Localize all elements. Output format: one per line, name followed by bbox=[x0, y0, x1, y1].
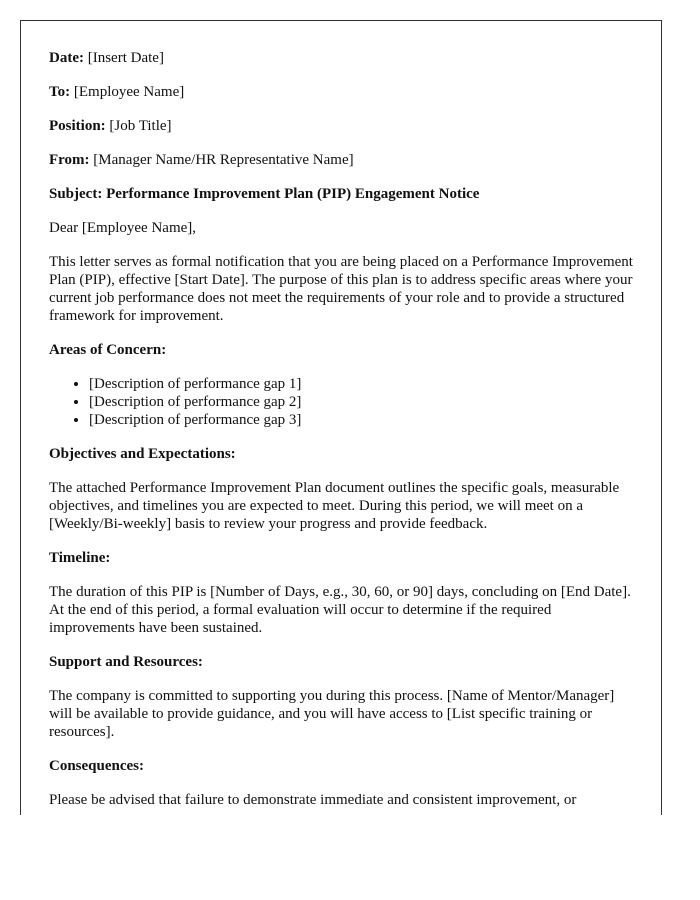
support-heading-text: Support and Resources: bbox=[49, 654, 203, 670]
objectives-heading bbox=[49, 445, 633, 463]
to-label: To: bbox=[49, 84, 71, 100]
concerns-heading bbox=[49, 341, 633, 359]
position-value: [Job Title] bbox=[109, 118, 172, 134]
list-item: • [Description of performance gap 2] bbox=[89, 393, 633, 411]
timeline-heading bbox=[49, 549, 633, 567]
intro-paragraph: This letter serves as formal notification that you are being placed on a Performance Improvement Plan (PIP), effective [Start Date]. The purpose of this plan is to address specific areas where your current job performance does not meet the requirements of your role and to provide a structured framework for improvement. bbox=[49, 254, 633, 324]
from-value: [Manager Name/HR Representative Name] bbox=[93, 152, 354, 168]
subject-text: Subject: Performance Improvement Plan (PIP) Engagement Notice bbox=[49, 186, 480, 202]
from-label: From: bbox=[49, 152, 90, 168]
position-line bbox=[49, 117, 633, 135]
salutation: Dear [Employee Name], bbox=[49, 220, 197, 236]
subject-line bbox=[49, 185, 633, 203]
list-item: • [Description of performance gap 1] bbox=[89, 375, 633, 393]
concerns-list bbox=[49, 375, 633, 429]
position-label: Position: bbox=[49, 118, 106, 134]
consequences-heading-text: Consequences: bbox=[49, 758, 145, 774]
to-line bbox=[49, 83, 633, 101]
concerns-heading-text: Areas of Concern: bbox=[49, 342, 167, 358]
support-heading bbox=[49, 653, 633, 671]
objectives-heading-text: Objectives and Expectations: bbox=[49, 446, 236, 462]
date-label: Date: bbox=[49, 50, 84, 66]
objectives-paragraph: The attached Performance Improvement Plan document outlines the specific goals, measurable objectives, and timelines you are expected to meet. During this period, we will meet on a [Weekly/Bi-weekly] basis to review your progress and provide feedback. bbox=[49, 480, 620, 532]
date-line bbox=[49, 49, 633, 67]
date-value: [Insert Date] bbox=[87, 50, 164, 66]
to-value: [Employee Name] bbox=[73, 84, 185, 100]
from-line bbox=[49, 151, 633, 169]
letter-document bbox=[20, 20, 662, 815]
support-paragraph: The company is committed to supporting you during this process. [Name of Mentor/Manager] will be available to provide guidance, and you will have access to [List specific training or resources]. bbox=[49, 688, 615, 740]
timeline-heading-text: Timeline: bbox=[49, 550, 111, 566]
consequences-heading bbox=[49, 757, 633, 775]
timeline-paragraph: The duration of this PIP is [Number of Days, e.g., 30, 60, or 90] days, concluding on [End Date]. At the end of this period, a formal evaluation will occur to determine if the required improvements have been sustained. bbox=[49, 584, 631, 636]
consequences-paragraph: Please be advised that failure to demonstrate immediate and consistent improvement, or bbox=[49, 792, 577, 808]
list-item: • [Description of performance gap 3] bbox=[89, 411, 633, 429]
